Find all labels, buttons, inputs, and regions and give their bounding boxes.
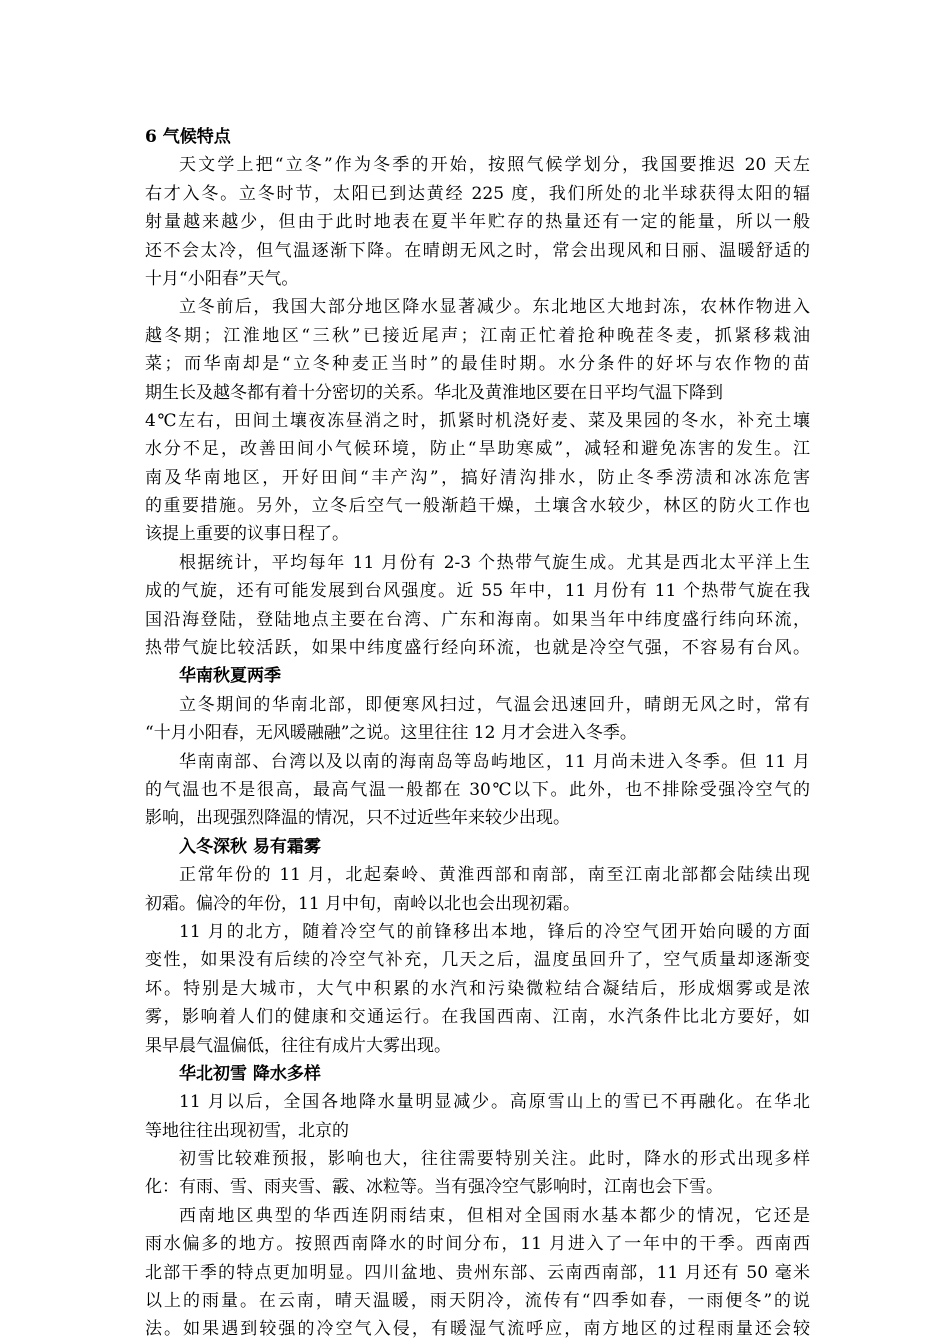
- paragraph-line: 等地往往出现初雪，北京的: [145, 1120, 349, 1141]
- paragraph-line: 天文学上把“立冬”作为冬季的开始，按照气候学划分，我国要推迟 20 天左: [179, 155, 810, 176]
- paragraph-line: 坏。特别是大城市，大气中积累的水汽和污染微粒结合凝结后，形成烟雾或是浓: [145, 978, 810, 999]
- paragraph-line: 11 月以后，全国各地降水量明显减少。高原雪山上的雪已不再融化。在华北: [179, 1092, 810, 1113]
- paragraph-line: 11 月的北方，随着冷空气的前锋移出本地，锋后的冷空气团开始向暖的方面: [179, 921, 810, 942]
- paragraph-line: 雾，影响着人们的健康和交通运行。在我国西南、江南，水汽条件比北方要好，如: [145, 1007, 810, 1028]
- paragraph-line: 4℃左右，田间土壤夜冻昼消之时，抓紧时机浇好麦、菜及果园的冬水，补充土壤: [145, 410, 810, 431]
- section-heading-south-china: 华南秋夏两季: [179, 666, 281, 687]
- paragraph-line: 十月“小阳春”天气。: [145, 268, 299, 289]
- paragraph-line: 的气温也不是很高，最高气温一般都在 30℃以下。此外，也不排除受强冷空气的: [145, 779, 810, 800]
- paragraph-line: 该提上重要的议事日程了。: [145, 524, 349, 545]
- paragraph-line: 立冬前后，我国大部分地区降水显著减少。东北地区大地封冻，农林作物进入: [179, 297, 810, 318]
- paragraph-line: 雨水偏多的地方。按照西南降水的时间分布，11 月进入了一年中的干季。西南西: [145, 1234, 810, 1255]
- paragraph-line: 西南地区典型的华西连阴雨结束，但相对全国雨水基本都少的情况，它还是: [179, 1205, 810, 1226]
- paragraph-line: 越冬期；江淮地区“三秋”已接近尾声；江南正忙着抢种晚茬冬麦，抓紧移栽油: [145, 325, 810, 346]
- paragraph-line: 北部干季的特点更加明显。四川盆地、贵州东部、云南西南部，11 月还有 50 毫米: [145, 1262, 810, 1283]
- paragraph-line: 右才入冬。立冬时节，太阳已到达黄经 225 度，我们所处的北半球获得太阳的辐: [145, 183, 810, 204]
- paragraph-line: 根据统计，平均每年 11 月份有 2-3 个热带气旋生成。尤其是西北太平洋上生: [179, 552, 810, 573]
- paragraph-line: 南及华南地区，开好田间“丰产沟”，搞好清沟排水，防止冬季涝渍和冰冻危害: [145, 467, 810, 488]
- paragraph-line: 期生长及越冬都有着十分密切的关系。华北及黄淮地区要在日平均气温下降到: [145, 382, 723, 403]
- paragraph-line: 正常年份的 11 月，北起秦岭、黄淮西部和南部，南至江南北部都会陆续出现: [179, 865, 810, 886]
- paragraph-line: 果早晨气温偏低，往往有成片大雾出现。: [145, 1035, 451, 1056]
- paragraph-line: 热带气旋比较活跃，如果中纬度盛行经向环流，也就是冷空气强，不容易有台风。: [145, 638, 810, 659]
- paragraph-line: 射量越来越少，但由于此时地表在夏半年贮存的热量还有一定的能量，所以一般: [145, 212, 810, 233]
- paragraph-line: 影响，出现强烈降温的情况，只不过近些年来较少出现。: [145, 808, 570, 829]
- section-heading-first-snow: 华北初雪 降水多样: [179, 1063, 321, 1084]
- paragraph-line: 还不会太冷，但气温逐渐下降。在晴朗无风之时，常会出现风和日丽、温暖舒适的: [145, 240, 810, 261]
- paragraph-line: 水分不足，改善田间小气候环境，防止“旱助寒威”，减轻和避免冻害的发生。江: [145, 439, 810, 460]
- paragraph-line: 菜；而华南却是“立冬种麦正当时”的最佳时期。水分条件的好坏与农作物的苗: [145, 354, 810, 375]
- paragraph-line: 变性，如果没有后续的冷空气补充，几天之后，温度虽回升了，空气质量却逐渐变: [145, 950, 810, 971]
- paragraph-line: 立冬期间的华南北部，即便寒风扫过，气温会迅速回升，晴朗无风之时，常有: [179, 694, 810, 715]
- paragraph-line: 初雪比较难预报，影响也大，往往需要特别关注。此时，降水的形式出现多样: [179, 1149, 810, 1170]
- paragraph-line: 初霜。偏冷的年份，11 月中旬，南岭以北也会出现初霜。: [145, 893, 581, 914]
- section-heading-climate: 6 气候特点: [145, 127, 231, 147]
- paragraph-line: 成的气旋，还有可能发展到台风强度。近 55 年中，11 月份有 11 个热带气旋在我: [145, 581, 810, 602]
- paragraph-line: 法。如果遇到较强的冷空气入侵，有暖湿气流呼应，南方地区的过程雨量还会较: [145, 1319, 810, 1340]
- section-heading-frost-fog: 入冬深秋 易有霜雾: [179, 836, 321, 857]
- paragraph-line: 的重要措施。另外，立冬后空气一般渐趋干燥，土壤含水较少，林区的防火工作也: [145, 496, 810, 517]
- paragraph-line: “十月小阳春，无风暖融融”之说。这里往往 12 月才会进入冬季。: [145, 723, 637, 744]
- document-body: [145, 123, 810, 1344]
- paragraph-line: 国沿海登陆，登陆地点主要在台湾、广东和海南。如果当年中纬度盛行纬向环流，: [145, 609, 810, 630]
- paragraph-line: 华南南部、台湾以及以南的海南岛等岛屿地区，11 月尚未进入冬季。但 11 月: [179, 751, 810, 772]
- paragraph-line: 化：有雨、雪、雨夹雪、霰、冰粒等。当有强冷空气影响时，江南也会下雪。: [145, 1177, 723, 1198]
- paragraph-line: 以上的雨量。在云南，晴天温暖，雨天阴冷，流传有“四季如春，一雨便冬”的说: [145, 1291, 810, 1312]
